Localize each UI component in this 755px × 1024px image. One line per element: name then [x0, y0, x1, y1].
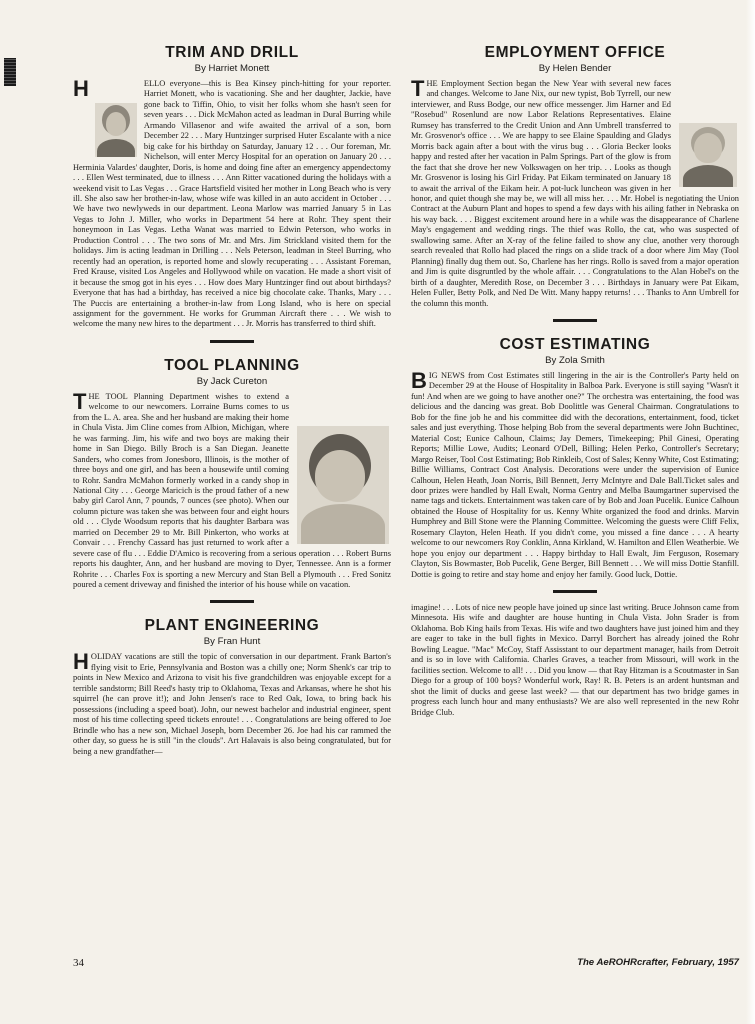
section-divider [553, 319, 597, 322]
employment-office-article [411, 44, 739, 309]
drop-cap: B [411, 367, 427, 393]
section-title: TRIM AND DRILL [165, 44, 299, 61]
drop-cap: T [73, 388, 87, 414]
reporter-photo [679, 123, 737, 187]
article-text: OLIDAY vacations are still the topic of conversation in our department. Frank Barton's flying visit to Erie, Pennsylvania and Boston was a chilly one; Norm Shenk's car trip to points in New Mexico and Arizona to visit his five grandchildren was enjoyable except for a terrible sandstorm; Bill Reed's hasty trip to Oklahoma, Texas and Arkansas, where he shot his squirrel (he can prove it!); and John Jensen's race to Red Oak, Iowa, to bring back his possessions (including a speed boat). John, our newest bachelor and industrial engineer, spent most of his time collecting speed tickets enroute! . . . Congratulations are being offered to Joe Brindle who has a new son, Michael Joseph, born December 26. Joe had his car rammed the other day, so guess he is still "in the clouds". Art Halavais is also being congratulated, but for being a new grandfather— [73, 652, 391, 756]
section-divider [210, 600, 254, 603]
article-text: IG NEWS from Cost Estimates still lingering in the air is the Controller's Party held on December 29 at the House of Hospitality in Balboa Park. Everyone is still saying "Wasn't it fun! And when are we going to have another one?" The orchestra was entertaining, the food was delicious and the dancing was great. Bob Doolittle was General Chairman. Congratulations to Bob for the fine job he and his committee did with the decorations, entertainment, food, ticket sales and just everything. Those helping Bob from the several departments were John Buchtinec, Material Cost; Eunice Calhoun, Claims; Jay Demers, Timekeeping; Phil Ginesi, Operating Reports; Millie Lowe, Audits; Leonard O'Dell, Billing; Helen Perko, Controller's Secretary; Margo Reiser, Tool Cost Estimating; Bob Rinkleib, Cost of Sales; Kenny White, Cost Estimating; Billie Williams, Contract Cost Analysis. Decorations were under the supervision of Eunice Calhoun, Helen Heath, Joan Norris, Bill Bennett, Jerry McIntyre and Dale Ball.Ticket sales and door prizes were handled by Hall Ewalt, Norma Gentry and Melba Baumgartner supervised the name tags and tickets. Entertainment was taken care of by Bob and Joan Pucelik. Eunice Calhoun obtained the House of Hospitality for us. Kenny White organized the food and drinks. Marvin Humphrey and Bill Stone were the Planning Committee. Welcoming the guests were Cliff Felix, Rosemary Clayton, Helen Heath. If you didn't come, you missed a fine dance . . . A hearty welcome to our newcomers Roy Conklin, Anna Kirkland, W. Hamilton and Ellen Weatherbie. We hope you enjoy our department . . . Happy birthday to Hall Ewalt, Jim Ferguson, Rosemary Clayton, Sis Bowmaster, Bob Pucelik, Gene Berger, Bill Bennett . . . We will miss Dottie Stanfill. Dottie is going to retire and stay home and enjoy her family. Good luck, Dottie. [411, 370, 739, 579]
page-edge [746, 0, 755, 1024]
section-divider [553, 590, 597, 593]
section-title: PLANT ENGINEERING [144, 617, 320, 635]
byline: By Zola Smith [545, 354, 605, 366]
section-title: EMPLOYMENT OFFICE [484, 44, 666, 61]
article-text: HE Employment Section began the New Year with several new faces and changes. Welcome to Jane Nix, our new typist, Bob Tyrrell, our new interviewer, and Russ Bodge, our new office messenger. Jim Harner and Ed "Rosebud" Rosenlund are now Labor Relations Representatives. Elaine Rumsey has transferred to the Credit Union and Ann Umbrell transferred to Mr. Grosvenor's office . . . We are happy to see Elaine Spaulding and Gladys Morris back again after a bout with the virus bug . . . Gloria Becker looks happy and rested after her vacation in Palm Springs. Part of the glow is from the fact that she drove her new Volkswagen on her trip. . . Looks as though Mr. Grosvenor is losing his Girl Friday. Pat Eikam terminated on January 18 to await the arrival of the Eikam heir. A pot-luck luncheon was given in her honor, and quiet though she may be, we will all miss her. . . . Mr. Hobel is negotiating the Union Contract at the Auburn Plant and hopes to spend a few days with his ailing father in Nebraska on his way back. . . . Biggest excitement around here in a while was the disappearance of Charlene May's engagement and wedding rings. The thief was Rollo, the cat, who was suspected of swallowing same. After an X-ray of the feline failed to show any clue, another very thorough search revealed that Rollo had placed the rings on a slide track of a door where Jim May (Tool Planning) finally dug them out. So, Charlene has her rings. Rollo is saved from a major operation and Jim is quite disgruntled by the whole affair. . . . Congratulations to the Alan Hobel's on the birth of a daughter, Meredith Rose, on December 3 . . . Birthdays in January were Pat Eikam, Helen Fuller, Betty Polk, and Ned De Witt. Many happy returns! . . . Thanks to Ann Umbrell for the column this month. [411, 79, 739, 308]
drop-cap: T [411, 76, 425, 101]
section-title: TOOL PLANNING [164, 356, 300, 374]
trim-and-drill-article [73, 44, 391, 330]
byline: By Fran Hunt [203, 636, 261, 648]
plant-engineering-article [73, 617, 391, 757]
byline: By Helen Bender [538, 63, 612, 74]
left-column [73, 44, 391, 956]
reporter-photo [95, 103, 137, 157]
drop-cap: H [73, 649, 89, 675]
byline: By Jack Cureton [196, 375, 268, 387]
article-text: ELLO everyone—this is Bea Kinsey pinch-hitting for your reporter. Harriet Monett, who is vacationing. She and her daughter, Jackie, have gone back to Tiffin, Ohio, to visit her folks whom she hasn't seen for seven years . . . Dick McMahon acted as leadman in Dural Burring while Armando Villasenor and wife awaited the arrival of a son, born December 22 . . . Mary Huntzinger surprised Huter Escalante with a nice big cake for his birthday on Saturday, January 12 . . . Our foreman, Mr. Nichelson, will enter Mercy Hospital for an operation on January 20 . . . Herminia Valardes' daughter, Doris, is home and doing fine after an emergency appendectomy . . . Ellen West terminated, due to illness . . . Ann Ritter vacationed during the holidays with a weekend visit to Las Vegas . . . Grace Hartsfield visited her mother in Long Beach who is very ill. She also saw her brother-in-law, whose wife was killed in an auto accident in October . . . We have two newlyweds in our department. Leona Marlow was married January 5 in Las Vegas to John J. Miller, who works in Department 54 here at Rohr. They spent their honeymoon in Las Vegas. Letha Wanat was married to Edwin Peterson, who works in Production Control . . . The two sons of Mr. and Mrs. Jim Strickland visited them for the holidays. Jim is acting leadman in Drilling . . . Nels Peterson, leadman in Steel Burring, who recently had an operation, is reported home and slowly recuperating . . . Assistant Foreman, Fred Krause, visited Los Angeles and Hollywood while on vacation. He made a short visit of it because the smog got in his eyes . . . How does Mary Huntzinger find out about birthdays? Everyone that has had a birthday, has received a nice big chocolate cake. Thanks, Mary . . . The Puccis are entertaining a brother-in-law from Long Island, who is here on special assignment for the government. He works for Grumman Aircraft there . . . We wish to welcome the many new hires to the department . . . Jr. Morris has transferred to third shift. [73, 79, 391, 329]
byline: By Harriet Monett [194, 63, 270, 74]
cost-estimating-article [411, 336, 739, 580]
publication-footer: The AeROHRcrafter, February, 1957 [577, 957, 739, 968]
plant-engineering-continued [411, 603, 739, 718]
tool-planning-article [73, 357, 391, 591]
article-text: HE TOOL Planning Department wishes to extend a welcome to our newcomers. Lorraine Burns comes to us from the L. A. area. She and her husband are making their home in Chula Vista. Jim Cline comes from Albion, Michigan, where he was farming. Jim, his wife and two boys are making their home in San Diego. Billy Broch is a San Diegan. Jeanette Sanders, who comes from Jonesboro, Illinois, is the mother of three boys and one girl, and has been a housewife until coming to Rohr. Sandra McMahon formerly worked in a candy shop in National City . . . George Maricich is the proud father of a new baby girl Carol Ann, 7 pounds, 7 ounces (see photo). When our column picture was taken she was between four and eight hours old . . . Clyde Woodsum reports that his daughter Barbara was married on December 29 to Mr. Bill Pinkerton, who works at Convair . . . Frenchy Cassard has just returned to work after a severe case of flu . . . Eddie D'Amico is recovering from a serious operation . . . Robert Burns reports his daughter, Ann, and her husband are moving to Dyer, Tennessee. Ann is a former Rohrite . . . Charles Fox is sporting a new Mercury and Stan Bell a Plymouth . . . Fred Sonitz poured a cement driveway and finished the interior of his house while on vacation. [73, 391, 391, 590]
baby-photo [297, 426, 389, 544]
section-title: COST ESTIMATING [499, 335, 651, 353]
page-number: 34 [73, 957, 84, 969]
page-edge-marker [4, 58, 16, 86]
right-column [411, 44, 739, 956]
drop-cap: H [73, 76, 89, 101]
article-text: imagine! . . . Lots of nice new people have joined up since last writing. Bruce Johnson came from Minnesota. His wife and daughter are house hunting in Chula Vista. John Srader is from Oklahoma. Bob King hails from Texas. His wife and two daughters have just joined him and they are eager to take in the bull fights in Mexico. Darryl Borchert has already joined the Rohr Bowling League. "Mac" McCoy, Staff Assisstant to our department manager, hails from Detroit and is so in love with California. Charles Graves, a teacher from Missouri, will work in the facilities section. Welcome to all! . . . Did you know — that Ray Hitzman is a Scoutmaster in San Diego for a group of 100 boys? Wonderful work, Ray! R. B. Peters is an ardent huntsman and shot the limit of ducks and geese last week? — that our department has two bridge games in progress each lunch hour and many enthusiasts? We are also well represented in the new Rohr Bridge Club. [411, 603, 739, 717]
section-divider [210, 340, 254, 343]
